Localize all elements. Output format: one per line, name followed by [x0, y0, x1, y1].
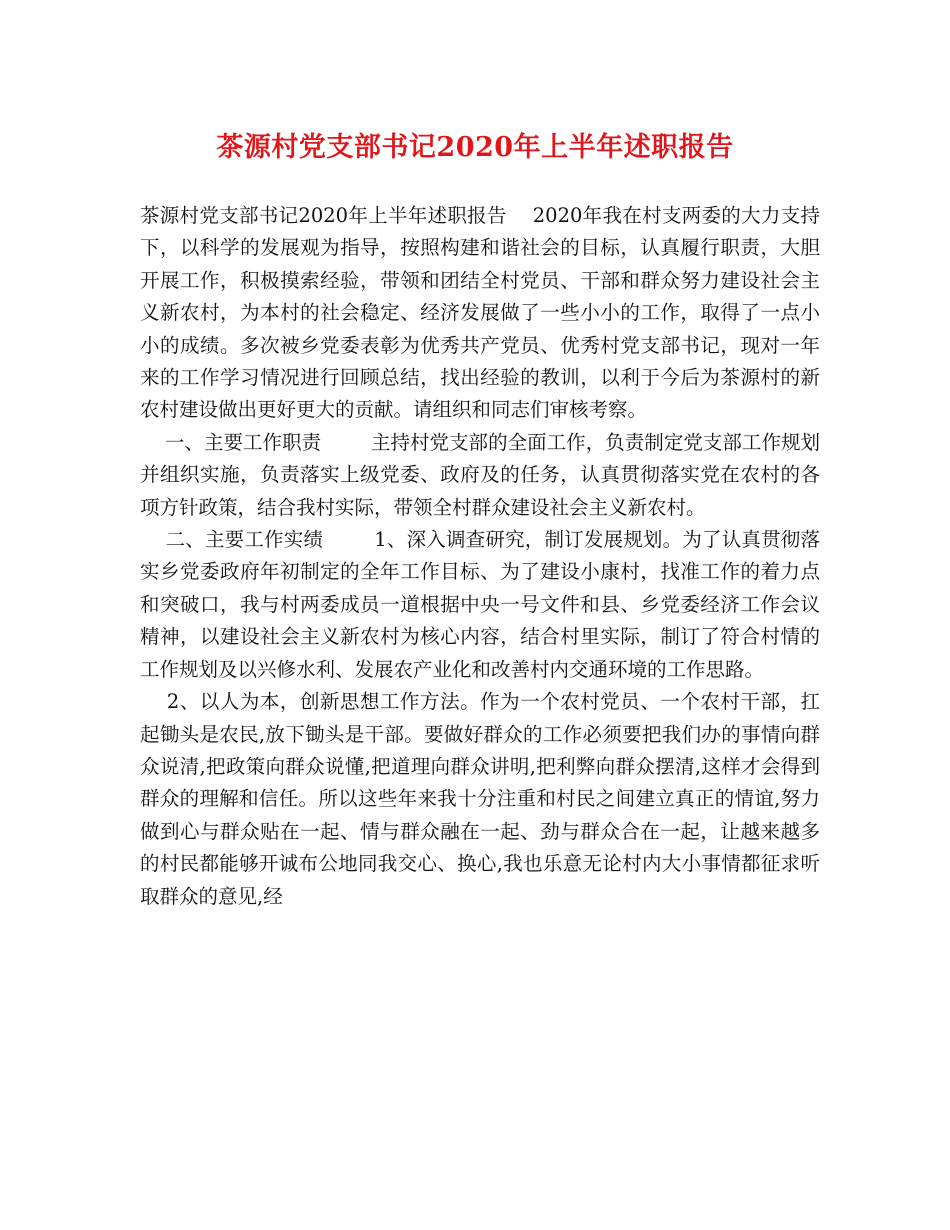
- paragraph-achievements: 二、主要工作实绩 1、深入调查研究，制订发展规划。为了认真贯彻落实乡党委政府年初制定的全年工作目标、为了建设小康村，找准工作的着力点和突破口，我与村两委成员一道根据中央一号文件和县、乡党委经济工作会议精神，以建设社会主义新农村为核心内容，结合村里实际，制订了符合村情的工作规划及以兴修水利、发展农产业化和改善村内交通环境的工作思路。: [140, 528, 820, 681]
- paragraph-duties: 一、主要工作职责 主持村党支部的全面工作，负责制定党支部工作规划并组织实施，负责落实上级党委、政府及的任务，认真贯彻落实党在农村的各项方针政策，结合我村实际，带领全村群众建设社会主义新农村。: [140, 430, 820, 519]
- paragraph-intro: 茶源村党支部书记2020年上半年述职报告 2020年我在村支两委的大力支持下，以科学的发展观为指导，按照构建和谐社会的目标，认真履行职责，大胆开展工作，积极摸索经验，带领和团结全村党员、干部和群众努力建设社会主义新农村，为本村的社会稳定、经济发展做了一些小小的工作，取得了一点小小的成绩。多次被乡党委表彰为优秀共产党员、优秀村党支部书记，现对一年来的工作学习情况进行回顾总结，找出经验的教训，以利于今后为茶源村的新农村建设做出更好更大的贡献。请组织和同志们审核考察。: [140, 204, 820, 422]
- document-title: 茶源村党支部书记2020年上半年述职报告: [216, 132, 734, 163]
- paragraph-methods: 2、以人为本，创新思想工作方法。作为一个农村党员、一个农村干部，扛起锄头是农民,放下锄头是干部。要做好群众的工作必须要把我们办的事情向群众说清,把政策向群众说懂,把道理向群众讲明,把利弊向群众摆清,这样才会得到群众的理解和信任。所以这些年来我十分注重和村民之间建立真正的情谊,努力做到心与群众贴在一起、情与群众融在一起、劲与群众合在一起，让越来越多的村民都能够开诚布公地同我交心、换心,我也乐意无论村内大小事情都征求听取群众的意见,经: [140, 690, 820, 908]
- document-body: [140, 200, 820, 913]
